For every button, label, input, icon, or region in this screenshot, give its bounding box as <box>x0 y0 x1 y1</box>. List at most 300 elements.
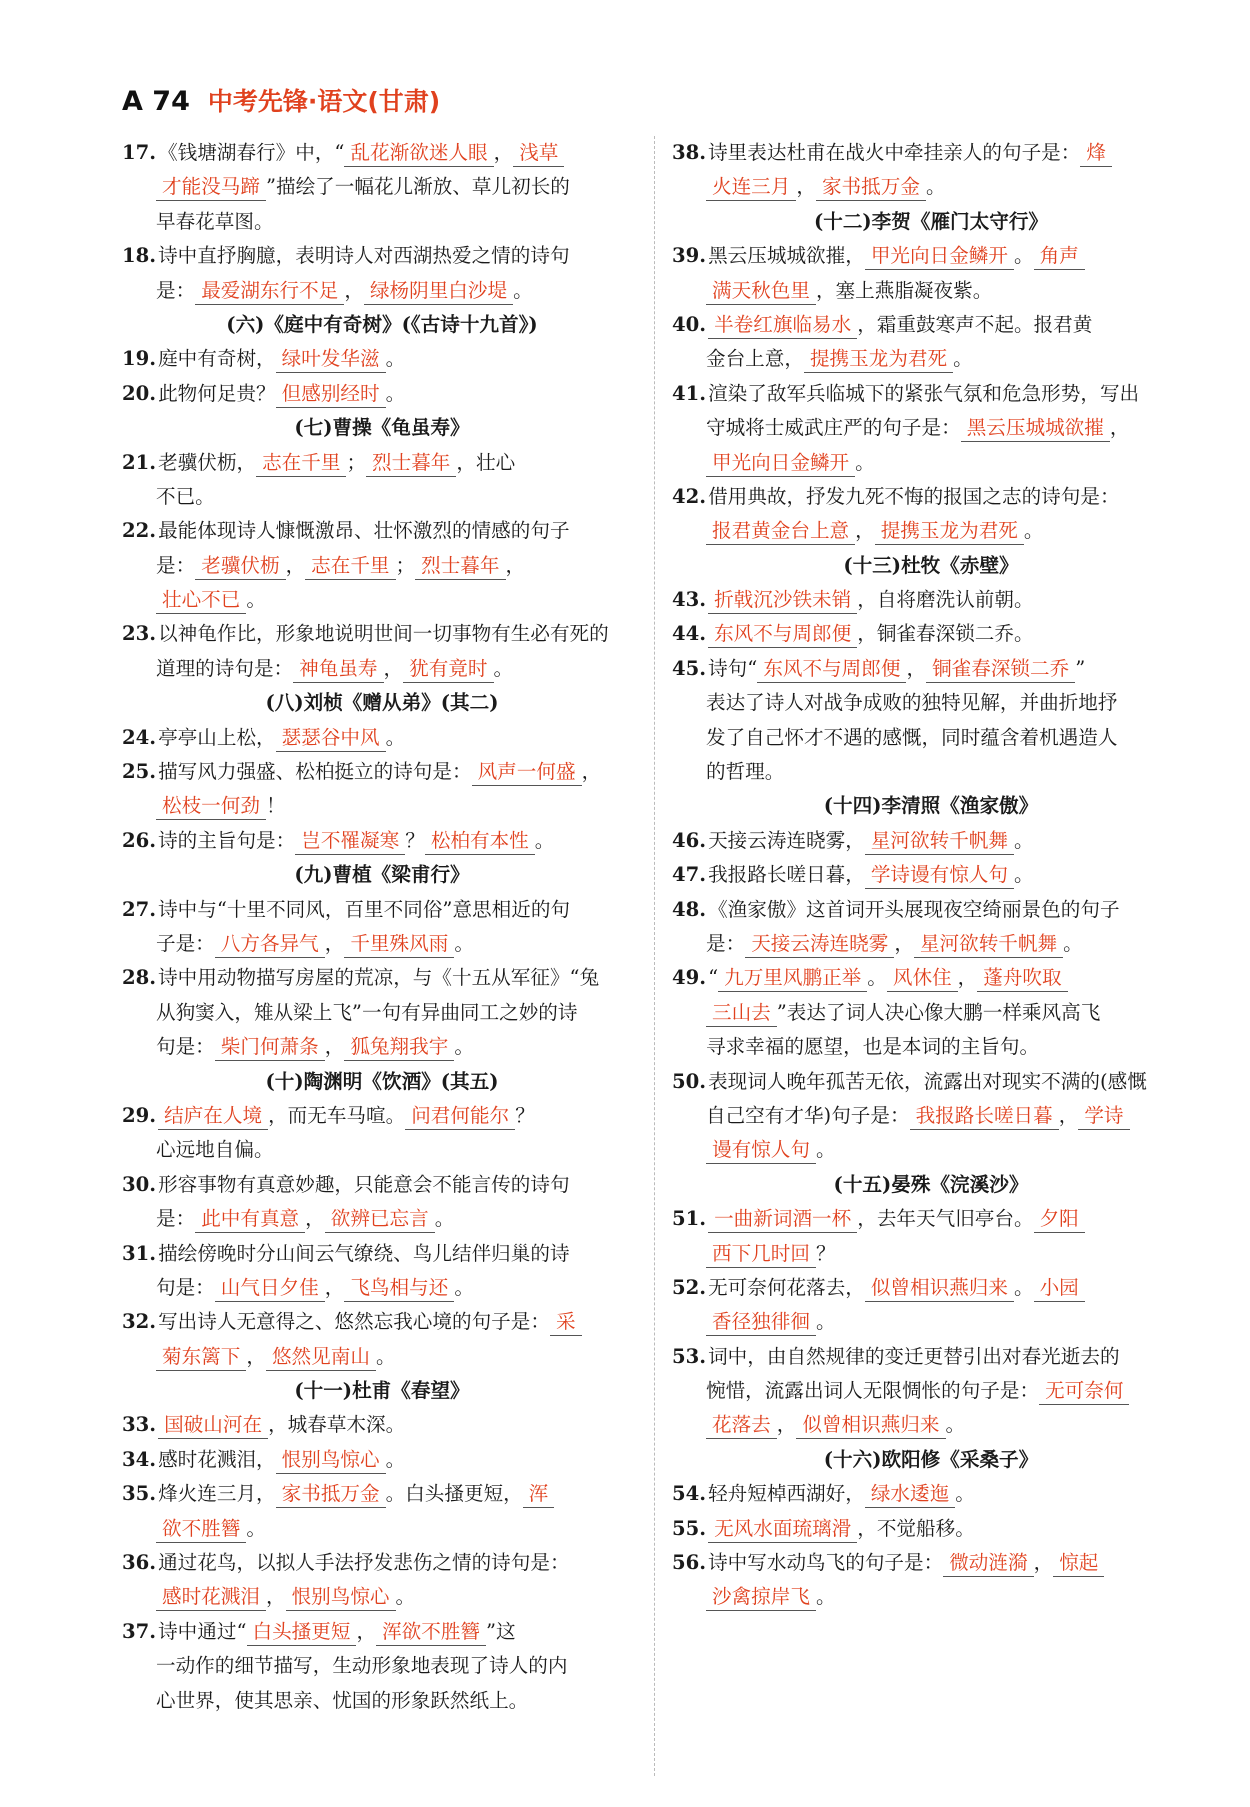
question-text: 是： <box>156 553 196 577</box>
section-heading: (十三)杜牧《赤壁》 <box>843 553 1019 577</box>
section-heading: (十二)李贺《雁门太守行》 <box>813 209 1049 233</box>
question-number: 43. <box>672 588 707 612</box>
answer-blank: 火连三月 <box>706 174 796 201</box>
question-text: ， <box>505 553 526 577</box>
question-text: 烽火连三月， <box>158 1482 276 1506</box>
answer-blank: 三山去 <box>706 1000 777 1027</box>
answer-blank: 千里殊风雨 <box>344 931 454 958</box>
question-text: 。 <box>395 1585 416 1609</box>
text-line <box>672 514 1190 548</box>
text-line <box>122 514 642 548</box>
text-line <box>672 1374 1190 1408</box>
answer-blank: 乱花渐欲迷人眼 <box>344 140 493 167</box>
question-text: 。 <box>855 450 875 474</box>
question-text: 。 <box>246 588 266 612</box>
text-line <box>672 1305 1190 1339</box>
text-line <box>672 1408 1190 1442</box>
text-line <box>122 342 642 376</box>
question-number: 22. <box>122 519 157 543</box>
text-line <box>122 170 642 204</box>
text-line <box>672 617 1190 651</box>
answer-blank: 狐兔翔我宇 <box>344 1034 454 1061</box>
text-line <box>122 1340 642 1374</box>
text-line <box>672 1477 1190 1511</box>
text-line <box>672 411 1190 445</box>
question-text: 亭亭山上松， <box>158 725 276 749</box>
answer-blank: 悠然见南山 <box>266 1344 376 1371</box>
answer-blank: 菊东篱下 <box>156 1344 246 1371</box>
text-line <box>672 583 1190 617</box>
text-line <box>672 1133 1190 1167</box>
text-line <box>672 686 1190 720</box>
question-text: 发了自己怀才不遇的感慨，同时蕴含着机遇造人 <box>706 725 1118 749</box>
question-text: ， <box>957 966 978 990</box>
question-text: 。 <box>1014 244 1034 268</box>
question-text: 。白头搔更短， <box>385 1482 523 1506</box>
answer-blank: 欲不胜簪 <box>156 1516 246 1543</box>
question-text: ， <box>356 1619 377 1643</box>
answer-blank: 微动涟漪 <box>943 1550 1033 1577</box>
answer-blank: 惊起 <box>1053 1550 1104 1577</box>
question-text: 以神龟作比，形象地说明世间一切事物有生必有死的 <box>158 622 609 646</box>
answer-blank: 提携玉龙为君死 <box>804 346 953 373</box>
text-line <box>672 1546 1190 1580</box>
question-number: 54. <box>672 1482 707 1506</box>
text-line <box>122 480 642 514</box>
answer-blank: 此中有真意 <box>195 1206 305 1233</box>
text-line <box>122 755 642 789</box>
question-text: 句是： <box>156 1035 215 1059</box>
answer-blank: 志在千里 <box>305 553 395 580</box>
answer-blank: 绿叶发华滋 <box>276 346 386 373</box>
answer-blank: 浑欲不胜簪 <box>376 1619 486 1646</box>
text-line <box>122 893 642 927</box>
question-text: ，而无车马喧。 <box>268 1103 406 1127</box>
text-line <box>122 205 642 239</box>
question-text: ， <box>324 1275 345 1299</box>
text-line <box>672 1512 1190 1546</box>
question-text: 心世界，使其思亲、忧国的形象跃然纸上。 <box>156 1688 529 1712</box>
answer-blank: 结庐在人境 <box>158 1103 268 1130</box>
question-number: 34. <box>122 1447 157 1471</box>
question-text: 词中，由自然规律的变迁更替引出对春光逝去的 <box>708 1344 1120 1368</box>
question-text: 一动作的细节描写，生动形象地表现了诗人的内 <box>156 1654 568 1678</box>
question-text: 我报路长嗟日暮， <box>708 863 865 887</box>
question-text: 。 <box>953 347 973 371</box>
text-line <box>672 342 1190 376</box>
text-line <box>672 1065 1190 1099</box>
answer-blank: 犹有竟时 <box>403 656 493 683</box>
question-text: 。 <box>385 347 406 371</box>
question-text: 。 <box>925 175 946 199</box>
question-text: 。 <box>454 1035 474 1059</box>
question-text: 《钱塘湖春行》中，“ <box>158 141 345 164</box>
question-number: 21. <box>122 450 157 474</box>
question-number: 42. <box>672 484 707 508</box>
text-line <box>672 1099 1190 1133</box>
question-text: 诗中直抒胸臆，表明诗人对西湖热爱之情的诗句 <box>158 244 570 268</box>
question-number: 32. <box>122 1310 157 1334</box>
text-line <box>122 789 642 823</box>
text-line <box>122 1615 642 1649</box>
question-text: 不已。 <box>156 484 215 508</box>
question-text: 寻求幸福的愿望，也是本词的主旨句。 <box>706 1035 1040 1059</box>
answer-blank: 国破山河在 <box>158 1412 268 1439</box>
answer-blank: 柴门何萧条 <box>215 1034 325 1061</box>
question-number: 30. <box>122 1172 157 1196</box>
text-line <box>672 136 1190 170</box>
question-text: ”描绘了一幅花儿渐放、草儿初长的 <box>265 175 570 199</box>
question-text: 借用典故，抒发九死不悔的报国之志的诗句是： <box>708 484 1120 508</box>
text-line <box>122 583 642 617</box>
answer-blank: 无风水面琉璃滑 <box>708 1516 857 1543</box>
text-line <box>122 1099 642 1133</box>
answer-blank: 小园 <box>1034 1275 1085 1302</box>
question-text: 。 <box>385 381 406 405</box>
text-line <box>122 549 642 583</box>
answer-blank: 星河欲转千帆舞 <box>865 828 1014 855</box>
question-text: ” <box>1075 656 1086 680</box>
question-text: ，自将磨洗认前朝。 <box>857 588 1034 612</box>
question-text: ， <box>383 656 404 680</box>
question-text: 诗中用动物描写房屋的荒凉，与《十五从军征》“兔 <box>158 966 600 990</box>
question-text: 的哲理。 <box>706 760 785 784</box>
text-line <box>672 1580 1190 1614</box>
text-line <box>672 652 1190 686</box>
question-number: 51. <box>672 1207 707 1231</box>
question-number: 45. <box>672 656 707 680</box>
text-line <box>672 755 1190 789</box>
answer-blank: 志在千里 <box>256 450 346 477</box>
question-text: ，霜重鼓寒声不起。报君黄 <box>857 312 1093 336</box>
question-text: 此物何足贵？ <box>158 381 276 405</box>
question-text: ， <box>324 1035 345 1059</box>
question-number: 31. <box>122 1241 157 1265</box>
question-text: 无可奈何花落去， <box>708 1275 865 1299</box>
question-text: 黑云压城城欲摧， <box>708 244 865 268</box>
text-line <box>672 893 1190 927</box>
book-title: 中考先锋·语文(甘肃) <box>207 87 441 116</box>
answer-blank: 老骥伏枥 <box>195 553 285 580</box>
question-text: 道理的诗句是： <box>156 656 294 680</box>
question-text: ， <box>894 931 914 955</box>
text-line <box>122 1649 642 1683</box>
question-text: 。 <box>1023 519 1044 543</box>
text-line <box>122 1271 642 1305</box>
question-number: 37. <box>122 1619 157 1643</box>
question-text: 老骥伏枥， <box>158 450 257 474</box>
answer-blank: 恨别鸟惊心 <box>286 1584 396 1611</box>
question-text: 表达了诗人对战争成败的独特见解，并曲折地抒 <box>706 691 1118 715</box>
answer-blank: 沙禽掠岸飞 <box>706 1584 816 1611</box>
question-text: ； <box>346 450 367 474</box>
answer-blank: 风休住 <box>887 965 958 992</box>
question-text: ， <box>796 175 816 199</box>
question-text: ， <box>581 760 602 784</box>
question-text: 。 <box>1014 863 1034 887</box>
text-line <box>672 170 1190 204</box>
question-text: ， <box>906 656 927 680</box>
question-text: ， <box>324 931 345 955</box>
question-text: 。 <box>867 966 887 990</box>
question-number: 48. <box>672 897 707 921</box>
answer-blank: 学诗 <box>1078 1103 1129 1130</box>
question-text: 。 <box>1014 828 1034 852</box>
question-text: 守城将士威武庄严的句子是： <box>706 416 961 440</box>
answer-blank: 半卷红旗临易水 <box>708 312 857 339</box>
answer-blank: 满天秋色里 <box>706 278 816 305</box>
question-text: 。 <box>493 656 514 680</box>
text-line <box>672 824 1190 858</box>
text-line <box>122 617 642 651</box>
question-text: ， <box>265 1585 286 1609</box>
left-column <box>122 136 642 1718</box>
question-text: 心远地自偏。 <box>156 1138 274 1162</box>
question-text: 表现词人晚年孤苦无依，流露出对现实不满的(感慨 <box>708 1069 1147 1093</box>
question-text: ”这 <box>486 1619 516 1643</box>
question-number: 26. <box>122 828 157 852</box>
question-text: 惋惜，流露出词人无限惆怅的句子是： <box>706 1379 1040 1403</box>
question-text: 。 <box>1063 931 1083 955</box>
answer-blank: 九万里风鹏正举 <box>718 965 867 992</box>
question-text: 是： <box>706 931 746 955</box>
question-number: 20. <box>122 381 157 405</box>
answer-blank: 感时花溅泪 <box>156 1584 266 1611</box>
answer-blank: 问君何能尔 <box>405 1103 515 1130</box>
answer-blank: 东风不与周郎便 <box>757 656 906 683</box>
question-number: 56. <box>672 1551 707 1575</box>
question-text: 。 <box>375 1344 396 1368</box>
answer-blank: 学诗谩有惊人句 <box>865 862 1014 889</box>
text-line <box>672 1237 1190 1271</box>
section-heading: (七)曹操《龟虽寿》 <box>294 416 470 440</box>
answer-blank: 一曲新词酒一杯 <box>708 1206 857 1233</box>
section-heading: (十五)晏殊《浣溪沙》 <box>833 1172 1029 1196</box>
question-text: ， <box>1058 1103 1079 1127</box>
answer-blank: 提携玉龙为君死 <box>875 518 1024 545</box>
question-number: 47. <box>672 863 707 887</box>
text-line <box>122 996 642 1030</box>
text-line <box>122 136 642 170</box>
question-text: 是： <box>156 278 196 302</box>
text-line <box>122 961 642 995</box>
answer-blank: 浅草 <box>513 140 564 167</box>
question-number: 53. <box>672 1344 707 1368</box>
answer-blank: 绿水逶迤 <box>865 1481 955 1508</box>
text-line <box>672 480 1190 514</box>
question-text: 写出诗人无意得之、悠然忘我心境的句子是： <box>158 1310 550 1334</box>
question-text: ？ <box>405 828 425 852</box>
question-number: 52. <box>672 1275 707 1299</box>
text-line <box>122 1546 642 1580</box>
answer-blank: 天接云涛连晓雾 <box>745 931 894 958</box>
text-line <box>122 652 642 686</box>
section-heading: (八)刘桢《赠从弟》(其二) <box>265 691 499 715</box>
text-line <box>672 1030 1190 1064</box>
text-line <box>122 1408 642 1442</box>
answer-blank: 甲光向日金鳞开 <box>706 450 855 477</box>
answer-blank: 但感别经时 <box>276 381 386 408</box>
question-text: ，去年天气旧亭台。 <box>857 1207 1034 1231</box>
text-line <box>672 446 1190 480</box>
question-number: 39. <box>672 244 707 268</box>
question-text: ， <box>1033 1551 1054 1575</box>
answer-blank: 夕阳 <box>1034 1206 1085 1233</box>
answer-blank: 岂不罹凝寒 <box>295 828 405 855</box>
question-text: ？ <box>815 1241 836 1265</box>
answer-blank: 才能没马蹄 <box>156 174 266 201</box>
text-line <box>672 858 1190 892</box>
question-text: 。 <box>385 725 406 749</box>
answer-blank: 山气日夕佳 <box>215 1275 325 1302</box>
answer-blank: 白头搔更短 <box>247 1619 357 1646</box>
question-text: 。 <box>815 1138 836 1162</box>
question-text: 早春花草图。 <box>156 209 274 233</box>
text-line <box>122 239 642 273</box>
answer-blank: 似曾相识燕归来 <box>796 1412 945 1439</box>
answer-blank: 风声一何盛 <box>472 759 582 786</box>
answer-blank: 烈士暮年 <box>366 450 456 477</box>
question-text: ， <box>1109 416 1130 440</box>
question-text: 诗里表达杜甫在战火中牵挂亲人的句子是： <box>708 141 1081 164</box>
question-text: 诗中通过“ <box>158 1619 247 1643</box>
answer-blank: 瑟瑟谷中风 <box>276 725 386 752</box>
question-text: “ <box>708 966 719 990</box>
question-number: 18. <box>122 244 157 268</box>
answer-blank: 似曾相识燕归来 <box>865 1275 1014 1302</box>
question-text: 形容事物有真意妙趣，只能意会不能言传的诗句 <box>158 1172 570 1196</box>
text-line <box>122 927 642 961</box>
text-line <box>122 1580 642 1614</box>
section-heading: (十)陶渊明《饮酒》(其五) <box>265 1069 499 1093</box>
question-number: 46. <box>672 828 707 852</box>
question-number: 33. <box>122 1413 157 1437</box>
answer-blank: 家书抵万金 <box>276 1481 386 1508</box>
question-text: 轻舟短棹西湖好， <box>708 1482 865 1506</box>
section-heading: (六)《庭中有奇树》(《古诗十九首》) <box>226 312 538 336</box>
answer-blank: 欲辨已忘言 <box>325 1206 435 1233</box>
question-text: 庭中有奇树， <box>158 347 276 371</box>
column-divider <box>654 136 655 1776</box>
text-line <box>122 1684 642 1718</box>
question-text: 。 <box>246 1516 266 1540</box>
question-number: 24. <box>122 725 157 749</box>
answer-blank: 黑云压城城欲摧 <box>961 415 1110 442</box>
question-text: 描写风力强盛、松柏挺立的诗句是： <box>158 760 472 784</box>
answer-blank: 采 <box>550 1309 582 1336</box>
text-line <box>672 927 1190 961</box>
question-text: ，铜雀春深锁二乔。 <box>857 622 1034 646</box>
question-number: 41. <box>672 381 707 405</box>
question-text: 。 <box>454 1275 474 1299</box>
text-line <box>122 1202 642 1236</box>
text-line <box>122 274 642 308</box>
question-text: ； <box>395 553 416 577</box>
question-text: 通过花鸟，以拟人手法抒发悲伤之情的诗句是： <box>158 1551 570 1575</box>
answer-blank: 烈士暮年 <box>415 553 505 580</box>
question-text: ， <box>305 1207 325 1231</box>
question-number: 44. <box>672 622 707 646</box>
question-text: 天接云涛连晓雾， <box>708 828 865 852</box>
answer-blank: 无可奈何 <box>1039 1378 1129 1405</box>
text-line <box>122 824 642 858</box>
answer-blank: 我报路长嗟日暮 <box>910 1103 1059 1130</box>
question-text: ， <box>855 519 875 543</box>
question-text: ， <box>344 278 364 302</box>
question-number: 28. <box>122 966 157 990</box>
page-number: A 74 <box>122 86 190 117</box>
question-text: 最能体现诗人慷慨激昂、壮怀激烈的情感的句子 <box>158 519 570 543</box>
text-line <box>122 1133 642 1167</box>
question-text: 。 <box>1014 1275 1034 1299</box>
text-line <box>672 1340 1190 1374</box>
answer-blank: 折戟沉沙铁未销 <box>708 587 857 614</box>
question-text: 。 <box>945 1413 966 1437</box>
question-text: 诗中写水动鸟飞的句子是： <box>708 1551 944 1575</box>
question-number: 29. <box>122 1103 157 1127</box>
question-text: 。 <box>513 278 533 302</box>
question-text: 是： <box>156 1207 196 1231</box>
question-number: 55. <box>672 1516 707 1540</box>
text-line <box>122 1477 642 1511</box>
text-line <box>672 377 1190 411</box>
answer-blank: 烽 <box>1080 140 1112 167</box>
section-heading: (十一)杜甫《春望》 <box>294 1379 470 1403</box>
text-line <box>122 377 642 411</box>
question-text: 。 <box>815 1310 836 1334</box>
answer-blank: 星河欲转千帆舞 <box>914 931 1063 958</box>
section-heading: (九)曹植《梁甫行》 <box>294 863 470 887</box>
answer-blank: 香径独徘徊 <box>706 1309 816 1336</box>
question-number: 27. <box>122 897 157 921</box>
section-heading: (十六)欧阳修《采桑子》 <box>823 1447 1039 1471</box>
question-text: 感时花溅泪， <box>158 1447 276 1471</box>
answer-blank: 八方各异气 <box>215 931 325 958</box>
text-line <box>122 1305 642 1339</box>
question-text: ，塞上燕脂凝夜紫。 <box>815 278 993 302</box>
answer-blank: 壮心不已 <box>156 587 246 614</box>
question-text: 。 <box>815 1585 836 1609</box>
question-text: ”表达了词人决心像大鹏一样乘风高飞 <box>776 1000 1101 1024</box>
answer-blank: 松柏有本性 <box>425 828 535 855</box>
question-text: 诗中与“十里不同风，百里不同俗”意思相近的句 <box>158 897 571 921</box>
question-text: 《渔家傲》这首词开头展现夜空绮丽景色的句子 <box>708 897 1120 921</box>
answer-blank: 松枝一何劲 <box>156 793 266 820</box>
answer-blank: 神龟虽寿 <box>293 656 383 683</box>
answer-blank: 东风不与周郎便 <box>708 621 857 648</box>
answer-blank: 西下几时回 <box>706 1241 816 1268</box>
answer-blank: 最爱湖东行不足 <box>195 278 344 305</box>
question-text: 诗的主旨句是： <box>158 828 296 852</box>
text-line <box>672 239 1190 273</box>
answer-blank: 甲光向日金鳞开 <box>865 243 1014 270</box>
question-text: 自己空有才华)句子是： <box>706 1103 910 1127</box>
text-line <box>122 1030 642 1064</box>
question-text: 子是： <box>156 931 215 955</box>
text-line <box>672 996 1190 1030</box>
question-text: 句是： <box>156 1275 215 1299</box>
answer-blank: 浑 <box>523 1481 555 1508</box>
question-text: ！ <box>265 794 286 818</box>
page-header <box>122 82 440 118</box>
text-line <box>122 446 642 480</box>
question-number: 36. <box>122 1551 157 1575</box>
text-line <box>672 274 1190 308</box>
text-line <box>122 1443 642 1477</box>
question-text: ， <box>285 553 306 577</box>
answer-blank: 蓬舟吹取 <box>977 965 1067 992</box>
text-line <box>672 308 1190 342</box>
